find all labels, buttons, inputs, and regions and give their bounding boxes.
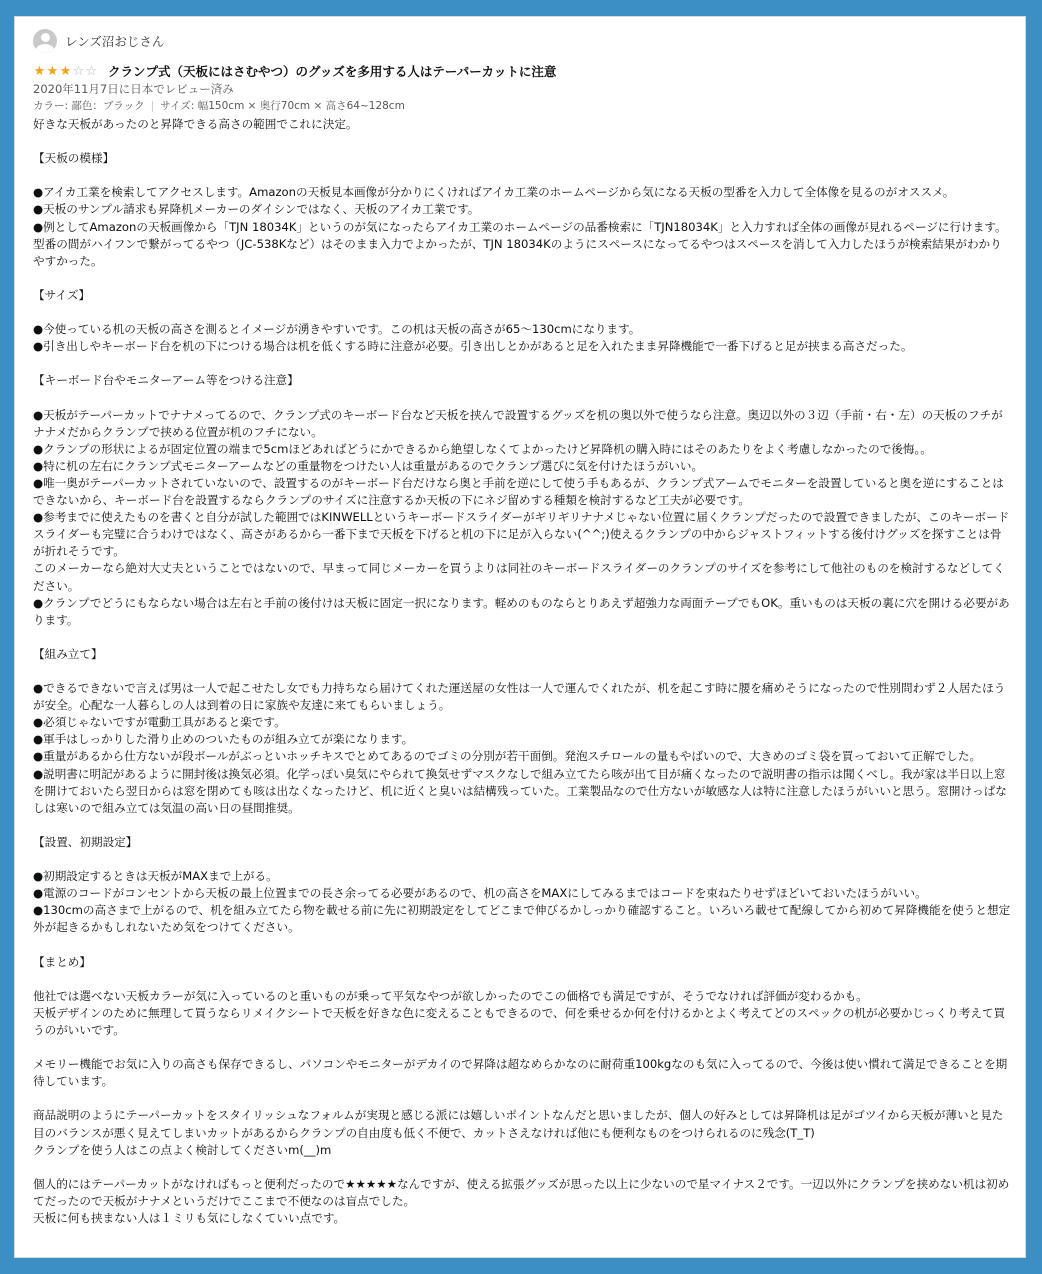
star-full-icon: ★ bbox=[33, 63, 46, 79]
product-variant[interactable] bbox=[33, 98, 1011, 115]
review-title-row bbox=[33, 61, 1011, 81]
variant-size: サイズ: 幅150cm × 奥行70cm × 高さ64~128cm bbox=[160, 100, 405, 112]
star-empty-icon: ☆ bbox=[85, 63, 98, 79]
star-full-icon: ★ bbox=[59, 63, 72, 79]
variant-divider: | bbox=[150, 100, 155, 112]
review-date: 2020年11月7日に日本でレビュー済み bbox=[33, 82, 234, 96]
review-card bbox=[14, 16, 1026, 1258]
reviewer-name[interactable]: レンズ沼おじさん bbox=[65, 34, 165, 49]
avatar-icon bbox=[33, 29, 57, 53]
review-title[interactable]: クランプ式（天板にはさむやつ）のグッズを多用する人はテーパーカットに注意 bbox=[108, 64, 557, 79]
star-full-icon: ★ bbox=[46, 63, 59, 79]
star-rating[interactable] bbox=[33, 65, 98, 78]
variant-color: カラー: 鄙色：ブラック bbox=[33, 100, 145, 112]
review-body: 好きな天板があったのと昇降できる高さの範囲でこれに決定。 【天板の模様】 ●アイカ工業を検索してアクセスします。Amazonの天板見本画像が分かりにくければアイカ工業のホームページから気になる天板の型番を入力して全体像を見るのがオススメ。 ●天板のサンプル請求も昇降机メーカーのダイシンではなく、天板のアイカ工業です。 ●例としてAmazonの天板画像から「TJN 18034K」というのが気になったらアイカ工業のホームページの品番検索に「TJN18034K」と入力すれば全体の画像が見れるページに行けます。型番の間がハイフンで繋がってるやつ（JC-538Kなど）はそのまま入力でよかったが、TJN 18034Kのようにスペースになってるやつはスペースを消して入力したほうが検索結果がわかりやすかった。 【サイズ】 ●今使っている机の天板の高さを測るとイメージが湧きやすいです。この机は天板の高さが65～130cmになります。 ●引き出しやキーボード台を机の下につける場合は机を低くする時に注意が必要。引き出しとかがあると足を入れたまま昇降機能で一番下げると足が挟まる高さだった。 【キーボード台やモニターアーム等をつける注意】 ●天板がテーパーカットでナナメってるので、クランプ式のキーボード台など天板を挟んで設置するグッズを机の奥以外で使うなら注意。奥辺以外の３辺（手前・右・左）の天板のフチがナナメだからクランプで挟める位置が机のフチにない。 ●クランプの形状によるが固定位置の端まで5cmほどあればどうにかできるから絶望しなくてよかったけど昇降机の購入時にはそのあたりをよく考慮しなかったので後悔。。 ●特に机の左右にクランプ式モニターアームなどの重量物をつけたい人は重量があるのでクランプ選びに気を付けたほうがいい。 ●唯一奥がテーパーカットされていないので、設置するのがキーボード台だけなら奥と手前を逆にして使う手もあるが、クランプ式アームでモニターを設置していると奥を逆にすることはできないから、キーボード台を設置するならクランプのサイズに注意するか天板の下にネジ留めする種類を検討するなど工夫が必要です。 ●参考までに使えたものを書くと自分が試した範囲ではKINWELLというキーボードスライダーがギリギリナナメじゃない位置に届くクランプだったので設置できましたが、このキーボードスライダーも完璧に合うわけではなく、高さがあるから一番下まで天板を下げると机の下に足が入らない(^^;)使えるクランプの中からジャストフィットする後付けグッズを探すことは骨が折れそうです。 このメーカーなら絶対大丈夫ということではないので、早まって同じメーカーを買うよりは同社のキーボードスライダーのクランプのサイズを参考にして他社のものを検討するなどしてください。 ●クランプでどうにもならない場合は左右と手前の後付けは天板に固定一択になります。軽めのものならとりあえず超強力な両面テープでもOK。重いものは天板の裏に穴を開ける必要があります。 【組み立て】 ●できるできないで言えば男は一人で起こせたし女でも力持ちなら届けてくれた運送屋の女性は一人で運んでくれたが、机を起こす時に腰を痛めそうになったので性別問わず２人居たほうが安全。心配な一人暮らしの人は到着の日に家族や友達に来てもらいましょう。 ●必須じゃないですが電動工具があると楽です。 ●軍手はしっかりした滑り止めのついたものが組み立てが楽になります。 ●重量があるから仕方ないが段ボールがぶっといホッチキスでとめてあるのでゴミの分別が若干面倒。発泡スチロールの量もやばいので、大きめのゴミ袋を買っておいて正解でした。 ●説明書に明記があるように開封後は換気必須。化学っぽい臭気にやられて換気せずマスクなしで組み立てたら咳が出て目が痛くなったので説明書の指示は聞くべし。我が家は半日以上窓を開けておいたら翌日からは窓を閉めても咳は出なくなったけど、机に近くと臭いは結構残っていた。工業製品なので仕方ないが敏感な人は特に注意したほうがいいと思う。窓開けっぱなしは寒いので組み立ては気温の高い日の昼間推奨。 【設置、初期設定】 ●初期設定するときは天板がMAXまで上がる。 ●電源のコードがコンセントから天板の最上位置までの長さ余ってる必要があるので、机の高さをMAXにしてみるまではコードを束ねたりせずほどいておいたほうがいい。 ●130cmの高さまで上がるので、机を組み立てたら物を載せる前に先に初期設定をしてどこまで伸びるかしっかり確認すること。いろいろ載せて配線してから初めて昇降機能を使うと想定外が起きるかもしれないため気をつけてください。 【まとめ】 他社では選べない天板カラーが気に入っているのと重いものが乗って平気なやつが欲しかったのでこの価格でも満足ですが、そうでなければ評価が変わるかも。 天板デザインのために無理して買うならリメイクシートで天板を好きな色に変えることもできるので、何を乗せるか何を付けるかとよく考えてどのスペックの机が必要かじっくり考えて買うのがいいです。 メモリー機能でお気に入りの高さも保存できるし、パソコンやモニターがデカイので昇降は超なめらかなのに耐荷重100kgなのも気に入ってるので、今後は使い慣れて満足できることを期待しています。 商品説明のようにテーパーカットをスタイリッシュなフォルムが実現と感じる派には嬉しいポイントなんだと思いましたが、個人の好みとしては昇降机は足がゴツイから天板が薄いと見た目のバランスが悪く見えてしまいカットがあるからクランプの自由度も低く不便で、カットさえなければ他にも便利なものをつけられるのに残念(T_T) クランプを使う人はこの点よく検討してくださいm(__)m 個人的にはテーパーカットがなければもっと便利だったので★★★★★なんですが、使える拡張グッズが思った以上に少ないので星マイナス２です。一辺以外にクランプを挟めない机は初めてだったので天板がナナメというだけでここまで不便なのは盲点でした。 天板に何も挟まない人は１ミリも気にしなくていい点です。 bbox=[33, 117, 1011, 1225]
reviewer-profile[interactable] bbox=[33, 23, 1011, 59]
review-content bbox=[33, 23, 1011, 1227]
star-empty-icon: ☆ bbox=[72, 63, 85, 79]
